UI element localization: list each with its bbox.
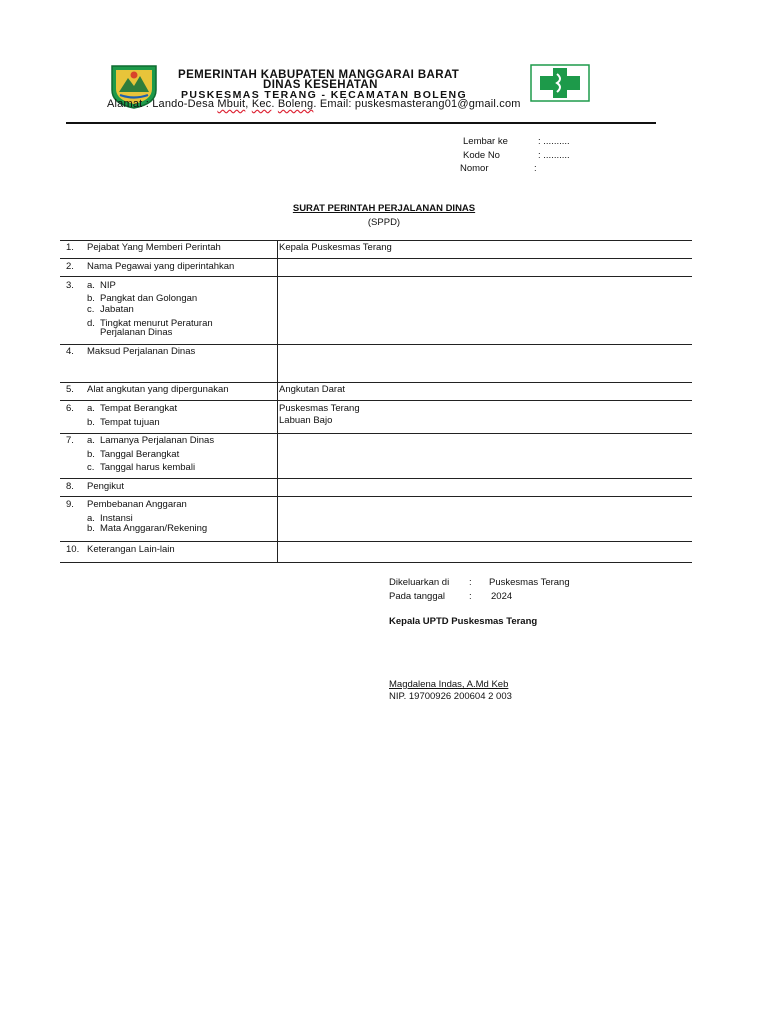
address-boleng: Boleng bbox=[277, 98, 314, 110]
row-9-number: 9. bbox=[66, 499, 74, 510]
row-8-label: Pengikut bbox=[87, 481, 124, 492]
issued-at-value: Puskesmas Terang bbox=[489, 577, 570, 588]
row-1-label: Pejabat Yang Memberi Perintah bbox=[87, 242, 221, 253]
row-9a-letter: a. bbox=[87, 513, 95, 524]
row-6b-label: Tempat tujuan bbox=[100, 417, 160, 428]
header-puskesmas-title: PUSKESMAS TERANG - KECAMATAN BOLENG bbox=[181, 89, 468, 101]
issued-date-label: Pada tanggal bbox=[389, 591, 445, 602]
nomor-label: Nomor bbox=[460, 163, 489, 174]
lembar-value: : .......... bbox=[538, 136, 570, 147]
address-email: . Email: puskesmasterang01@gmail.com bbox=[313, 98, 521, 110]
row-10-label: Keterangan Lain-lain bbox=[87, 544, 175, 555]
kode-row bbox=[463, 150, 603, 162]
table-column-divider bbox=[277, 240, 278, 562]
issued-at-label: Dikeluarkan di bbox=[389, 577, 450, 588]
row-7b-label: Tanggal Berangkat bbox=[100, 449, 180, 460]
row-3c-label: Jabatan bbox=[100, 304, 134, 315]
row-6-number: 6. bbox=[66, 403, 74, 414]
row-2-label: Nama Pegawai yang diperintahkan bbox=[87, 261, 235, 272]
row-7c-label: Tanggal harus kembali bbox=[100, 462, 196, 473]
table-line bbox=[60, 562, 692, 563]
address-separator-2: . bbox=[271, 98, 278, 110]
row-6a-value: Puskesmas Terang bbox=[279, 403, 360, 414]
table-line bbox=[60, 258, 692, 259]
address-kec: Kec bbox=[251, 98, 272, 110]
row-1-value: Kepala Puskesmas Terang bbox=[279, 242, 392, 253]
row-10-number: 10. bbox=[66, 544, 80, 555]
row-7b-letter: b. bbox=[87, 449, 95, 460]
row-3d-label-line1: Tingkat menurut Peraturan bbox=[100, 318, 213, 329]
row-7-number: 7. bbox=[66, 435, 74, 446]
address-mbuit: Mbuit bbox=[217, 98, 246, 110]
issued-date-value: 2024 bbox=[491, 591, 513, 602]
address-separator: , bbox=[245, 98, 252, 110]
row-5-number: 5. bbox=[66, 384, 74, 395]
table-line bbox=[60, 276, 692, 277]
row-5-label: Alat angkutan yang dipergunakan bbox=[87, 384, 229, 395]
row-6a-letter: a. bbox=[87, 403, 95, 414]
row-9b-letter: b. bbox=[87, 523, 95, 534]
table-line bbox=[60, 382, 692, 383]
kode-value: : .......... bbox=[538, 150, 570, 161]
row-7a-label: Lamanya Perjalanan Dinas bbox=[100, 435, 215, 446]
row-7a-letter: a. bbox=[87, 435, 95, 446]
table-line bbox=[60, 496, 692, 497]
signatory-name: Magdalena Indas, A.Md Keb bbox=[389, 679, 509, 690]
signatory-position: Kepala UPTD Puskesmas Terang bbox=[389, 616, 538, 627]
row-9b-label: Mata Anggaran/Rekening bbox=[100, 523, 208, 534]
lembar-row bbox=[463, 136, 603, 148]
table-line bbox=[60, 240, 692, 241]
row-3-number: 3. bbox=[66, 280, 74, 291]
document-subtitle: (SPPD) bbox=[367, 217, 401, 228]
table-line bbox=[60, 541, 692, 542]
row-6b-value: Labuan Bajo bbox=[279, 415, 333, 426]
row-3d-label-line2: Perjalanan Dinas bbox=[100, 327, 173, 338]
row-9-label: Pembebanan Anggaran bbox=[87, 499, 187, 510]
nomor-value: : bbox=[534, 163, 537, 174]
issued-date-colon: : bbox=[469, 591, 472, 602]
header-divider bbox=[66, 122, 656, 124]
row-5-value: Angkutan Darat bbox=[279, 384, 346, 395]
row-3b-label: Pangkat dan Golongan bbox=[100, 293, 198, 304]
address-prefix: Alamat : Lando-Desa bbox=[107, 98, 218, 110]
table-line bbox=[60, 344, 692, 345]
row-3a-label: NIP bbox=[100, 280, 116, 291]
row-3b-letter: b. bbox=[87, 293, 95, 304]
row-7c-letter: c. bbox=[87, 462, 95, 473]
row-6b-letter: b. bbox=[87, 417, 95, 428]
row-4-label: Maksud Perjalanan Dinas bbox=[87, 346, 196, 357]
table-line bbox=[60, 433, 692, 434]
signatory-nip: NIP. 19700926 200604 2 003 bbox=[389, 691, 512, 702]
header-agency-title: DINAS KESEHATAN bbox=[263, 79, 378, 91]
row-4-number: 4. bbox=[66, 346, 74, 357]
header-government-title: PEMERINTAH KABUPATEN MANGGARAI BARAT bbox=[178, 69, 460, 81]
document-title: SURAT PERINTAH PERJALANAN DINAS bbox=[292, 203, 476, 214]
row-2-number: 2. bbox=[66, 261, 74, 272]
row-3d-letter: d. bbox=[87, 318, 95, 329]
row-3a-letter: a. bbox=[87, 280, 95, 291]
row-9a-label: Instansi bbox=[100, 513, 133, 524]
kode-label: Kode No bbox=[463, 150, 500, 161]
row-3c-letter: c. bbox=[87, 304, 95, 315]
table-line bbox=[60, 478, 692, 479]
header-address bbox=[107, 99, 521, 110]
row-8-number: 8. bbox=[66, 481, 74, 492]
row-6a-label: Tempat Berangkat bbox=[100, 403, 178, 414]
table-line bbox=[60, 400, 692, 401]
issued-at-colon: : bbox=[469, 577, 472, 588]
lembar-label: Lembar ke bbox=[463, 136, 508, 147]
health-cross-logo bbox=[530, 64, 590, 102]
row-1-number: 1. bbox=[66, 242, 74, 253]
nomor-row bbox=[460, 163, 600, 175]
